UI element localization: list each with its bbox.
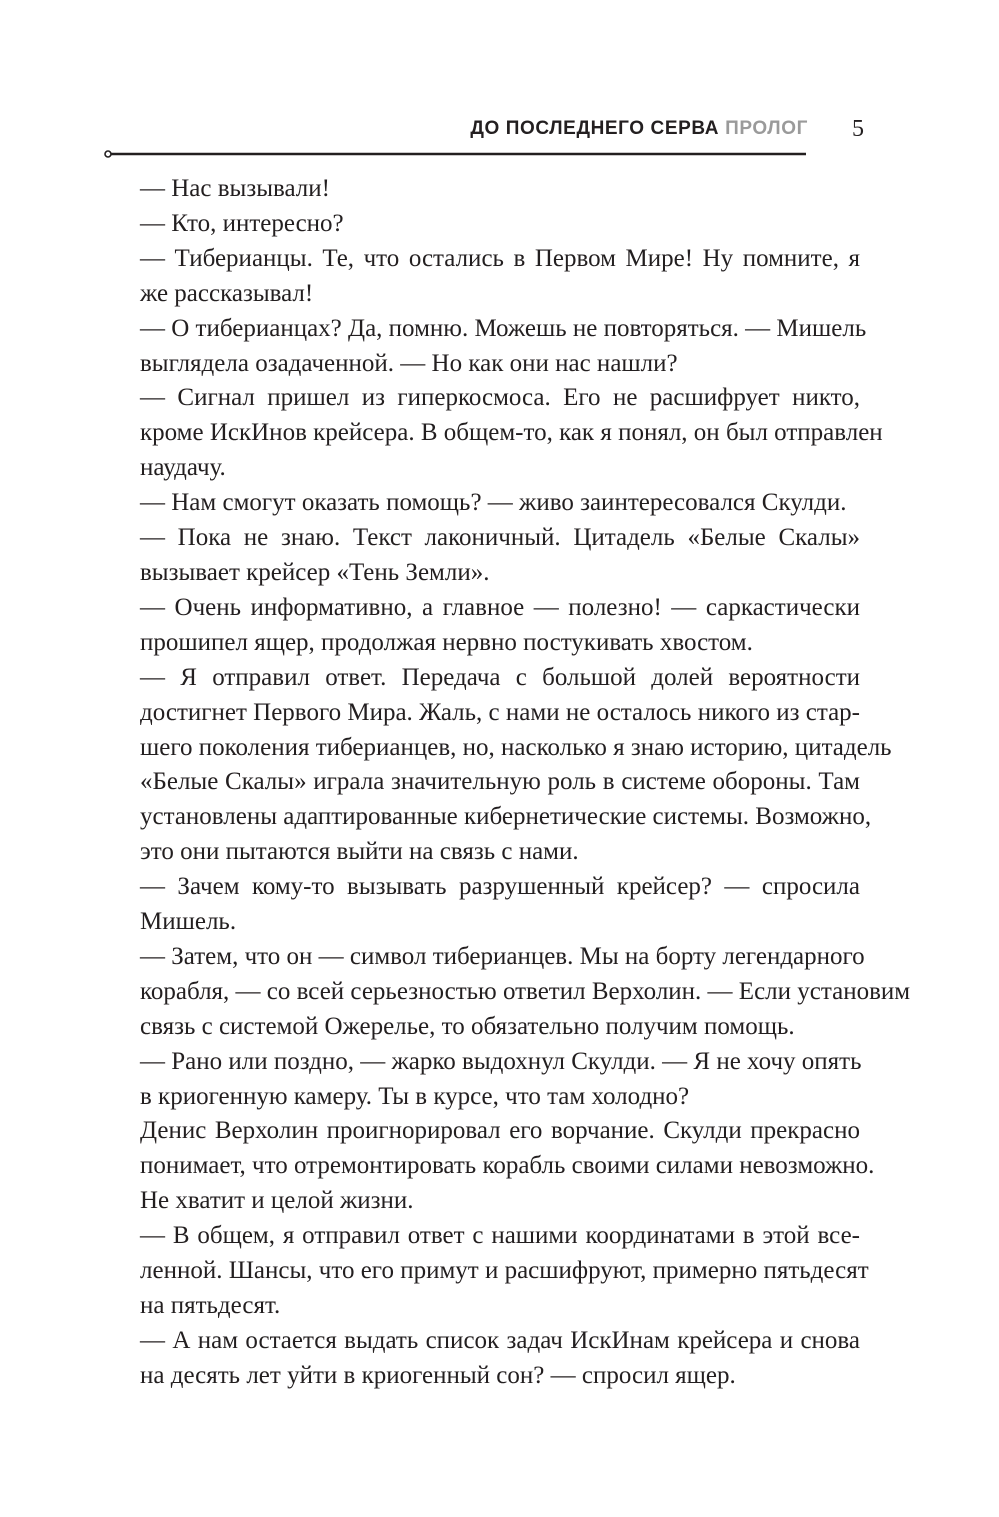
text-line: — Очень информативно, а главное — полезно! — саркастически bbox=[140, 593, 860, 621]
text-line: шего поколения тиберианцев, но, насколько я знаю историю, цитадель bbox=[140, 733, 892, 761]
text-line: — О тиберианцах? Да, помню. Можешь не повторяться. — Мишель bbox=[140, 314, 867, 342]
text-line: на пятьдесят. bbox=[140, 1292, 281, 1319]
text-line: — Затем, что он — символ тиберианцев. Мы на борту легендарного bbox=[140, 942, 865, 970]
text-line: — Кто, интересно? bbox=[140, 209, 344, 237]
text-line: корабля, — со всей серьезностью ответил Верхолин. — Если установим bbox=[140, 977, 911, 1005]
paragraph bbox=[104, 172, 860, 207]
paragraph bbox=[104, 661, 892, 870]
book-title: ДО ПОСЛЕДНЕГО СЕРВА bbox=[470, 118, 720, 139]
text-line: вызывает крейсер «Тень Земли». bbox=[140, 558, 490, 586]
text-line: это они пытаются выйти на связь с нами. bbox=[140, 838, 579, 866]
text-line: — Нас вызывали! bbox=[140, 175, 330, 202]
text-line: выглядела озадаченной. — Но как они нас нашли? bbox=[140, 349, 678, 377]
text-line: в криогенную камеру. Ты в курсе, что там холодно? bbox=[140, 1082, 690, 1110]
paragraph bbox=[104, 870, 860, 940]
paragraph bbox=[104, 242, 860, 312]
paragraph bbox=[104, 591, 860, 661]
paragraph bbox=[104, 1219, 869, 1324]
rule-circle-ornament bbox=[105, 151, 111, 157]
chapter-title: ПРОЛОГ bbox=[725, 118, 808, 139]
text-line: — Зачем кому-то вызывать разрушенный крейсер? — спросила bbox=[140, 873, 860, 901]
paragraph bbox=[104, 207, 860, 242]
text-line: на десять лет уйти в криогенный сон? — спросил ящер. bbox=[140, 1361, 736, 1389]
paragraph bbox=[104, 1324, 860, 1394]
text-line: ленной. Шансы, что его примут и расшифруют, примерно пятьдесят bbox=[140, 1257, 869, 1285]
text-line: — А нам остается выдать список задач ИскИнам крейсера и снова bbox=[140, 1326, 860, 1354]
text-line: же рассказывал! bbox=[140, 279, 314, 307]
text-line: — Рано или поздно, — жарко выдохнул Скулди. — Я не хочу опять bbox=[140, 1047, 862, 1075]
header-rule bbox=[104, 150, 806, 158]
text-line: прошипел ящер, продолжая нервно постукивать хвостом. bbox=[140, 628, 753, 656]
paragraph bbox=[104, 1114, 875, 1219]
running-head-titles bbox=[470, 118, 808, 140]
text-line: связь с системой Ожерелье, то обязательно получим помощь. bbox=[140, 1012, 795, 1040]
text-line: — Тиберианцы. Те, что остались в Первом Мире! Ну помните, я bbox=[140, 244, 860, 272]
body-text bbox=[104, 172, 911, 1394]
text-line: Не хватит и целой жизни. bbox=[140, 1187, 414, 1215]
text-line: «Белые Скалы» играла значительную роль в системе обороны. Там bbox=[140, 768, 860, 796]
paragraph bbox=[104, 486, 860, 521]
text-line: Мишель. bbox=[140, 908, 237, 936]
text-line: понимает, что отремонтировать корабль своими силами невозможно. bbox=[140, 1152, 875, 1180]
text-line: кроме ИскИнов крейсера. В общем-то, как я понял, он был отправлен bbox=[140, 419, 883, 447]
paragraph bbox=[104, 521, 860, 591]
text-line: наудачу. bbox=[140, 454, 226, 482]
text-line: Денис Верхолин проигнорировал его ворчание. Скулди прекрасно bbox=[140, 1117, 860, 1145]
paragraph bbox=[104, 940, 911, 1045]
text-line: — Я отправил ответ. Передача с большой долей вероятности bbox=[140, 663, 860, 691]
text-line: — В общем, я отправил ответ с нашими координатами в этой все- bbox=[140, 1222, 860, 1250]
paragraph bbox=[104, 312, 867, 382]
paragraph bbox=[104, 381, 883, 486]
text-line: достигнет Первого Мира. Жаль, с нами не осталось никого из стар- bbox=[140, 698, 860, 726]
running-header bbox=[104, 118, 864, 148]
header-rule-line bbox=[104, 150, 806, 158]
text-line: — Пока не знаю. Текст лаконичный. Цитадель «Белые Скалы» bbox=[140, 524, 860, 552]
text-line: — Сигнал пришел из гиперкосмоса. Его не расшифрует никто, bbox=[140, 384, 860, 412]
page-number: 5 bbox=[852, 116, 864, 142]
text-line: — Нам смогут оказать помощь? — живо заинтересовался Скулди. bbox=[140, 489, 847, 517]
text-line: установлены адаптированные кибернетические системы. Возможно, bbox=[140, 803, 872, 831]
paragraph bbox=[104, 1045, 860, 1115]
